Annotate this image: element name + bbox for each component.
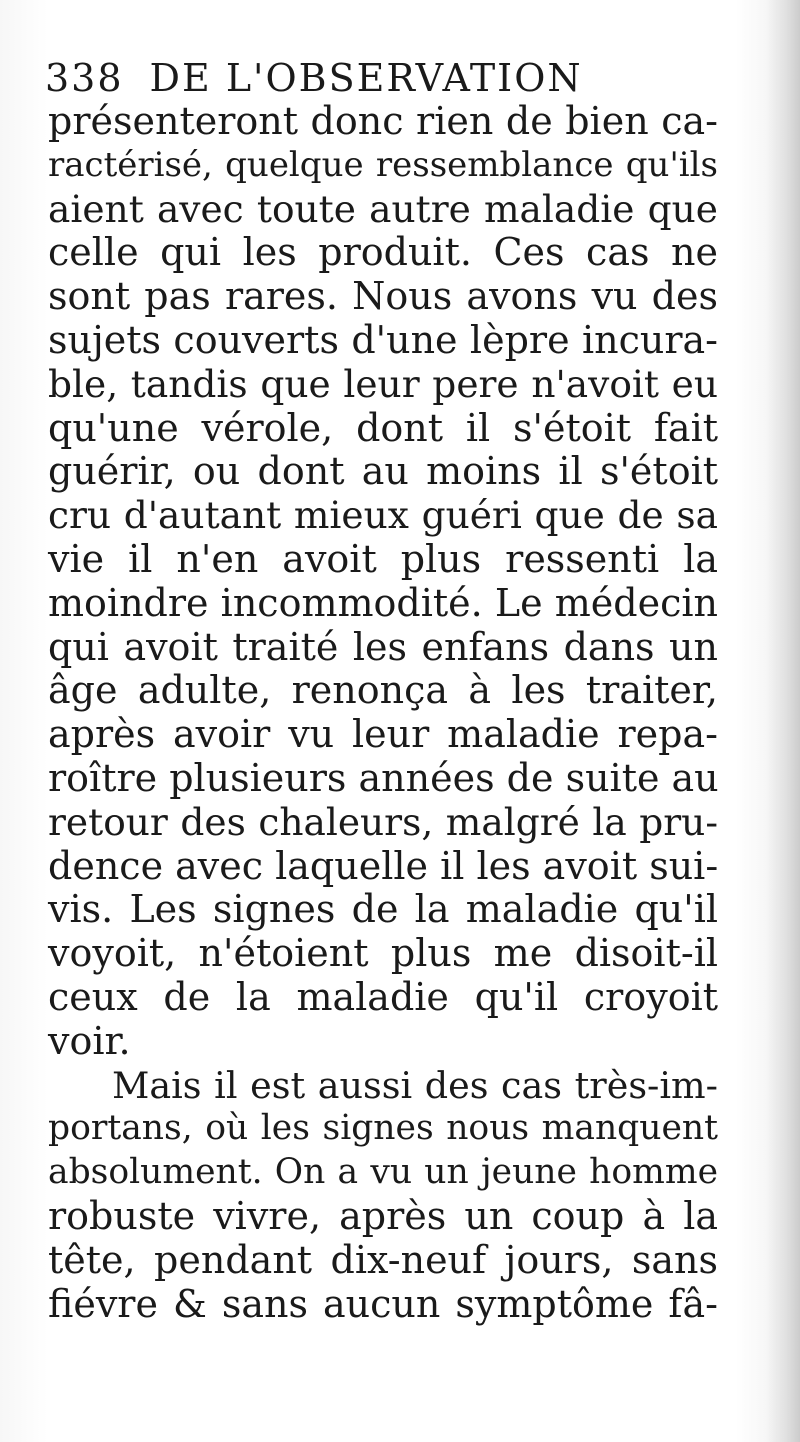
text-line: vis. Les signes de la maladie qu'il xyxy=(48,887,718,932)
text-line: ble, tandis que leur pere n'avoit eu xyxy=(48,361,718,406)
text-line: guérir, ou dont au moins il s'étoit xyxy=(48,449,718,494)
text-line: ceux de la maladie qu'il croyoit xyxy=(48,974,718,1019)
text-line: celle qui les produit. Ces cas ne xyxy=(48,230,718,275)
text-line: qu'une vérole, dont il s'étoit fait xyxy=(48,405,718,450)
text-line: fiévre & sans aucun symptôme fâ- xyxy=(48,1281,718,1326)
text-line: aient avec toute autre maladie que xyxy=(48,186,718,231)
running-header xyxy=(45,50,718,100)
text-line: robuste vivre, après un coup à la xyxy=(48,1193,718,1238)
page-edge-shadow xyxy=(766,0,800,1442)
text-line: moindre incommodité. Le médecin xyxy=(48,580,718,625)
text-line: voyoit, n'étoient plus me disoit-il xyxy=(48,931,718,976)
text-line: ractérisé, quelque ressemblance qu'ils xyxy=(48,144,718,185)
text-line: portans, où les signes nous manquent xyxy=(48,1108,718,1149)
text-line: après avoir vu leur maladie repa- xyxy=(48,712,718,757)
page-number: 338 xyxy=(45,56,124,100)
paragraph-end-line: voir. xyxy=(48,1018,131,1063)
paragraph-start-line: Mais il est aussi des cas très-im- xyxy=(112,1063,718,1107)
text-line: dence avec laquelle il les avoit sui- xyxy=(48,843,719,888)
text-line: vie il n'en avoit plus ressenti la xyxy=(48,536,718,581)
text-line: absolument. On a vu un jeune homme xyxy=(48,1152,718,1193)
text-line: qui avoit traité les enfans dans un xyxy=(48,624,718,669)
text-line: âge adulte, renonça à les traiter, xyxy=(48,668,718,713)
running-title: DE L'OBSERVATION xyxy=(149,56,583,100)
text-line: cru d'autant mieux guéri que de sa xyxy=(48,493,718,538)
page-text xyxy=(45,50,719,1326)
text-line: tête, pendant dix-neuf jours, sans xyxy=(48,1237,718,1282)
text-line: sujets couverts d'une lèpre incura- xyxy=(48,317,718,362)
text-line: présenteront donc rien de bien ca- xyxy=(48,99,718,143)
text-line: roître plusieurs années de suite au xyxy=(48,755,719,800)
text-line: sont pas rares. Nous avons vu des xyxy=(48,274,718,319)
text-line: retour des chaleurs, malgré la pru- xyxy=(48,799,718,844)
